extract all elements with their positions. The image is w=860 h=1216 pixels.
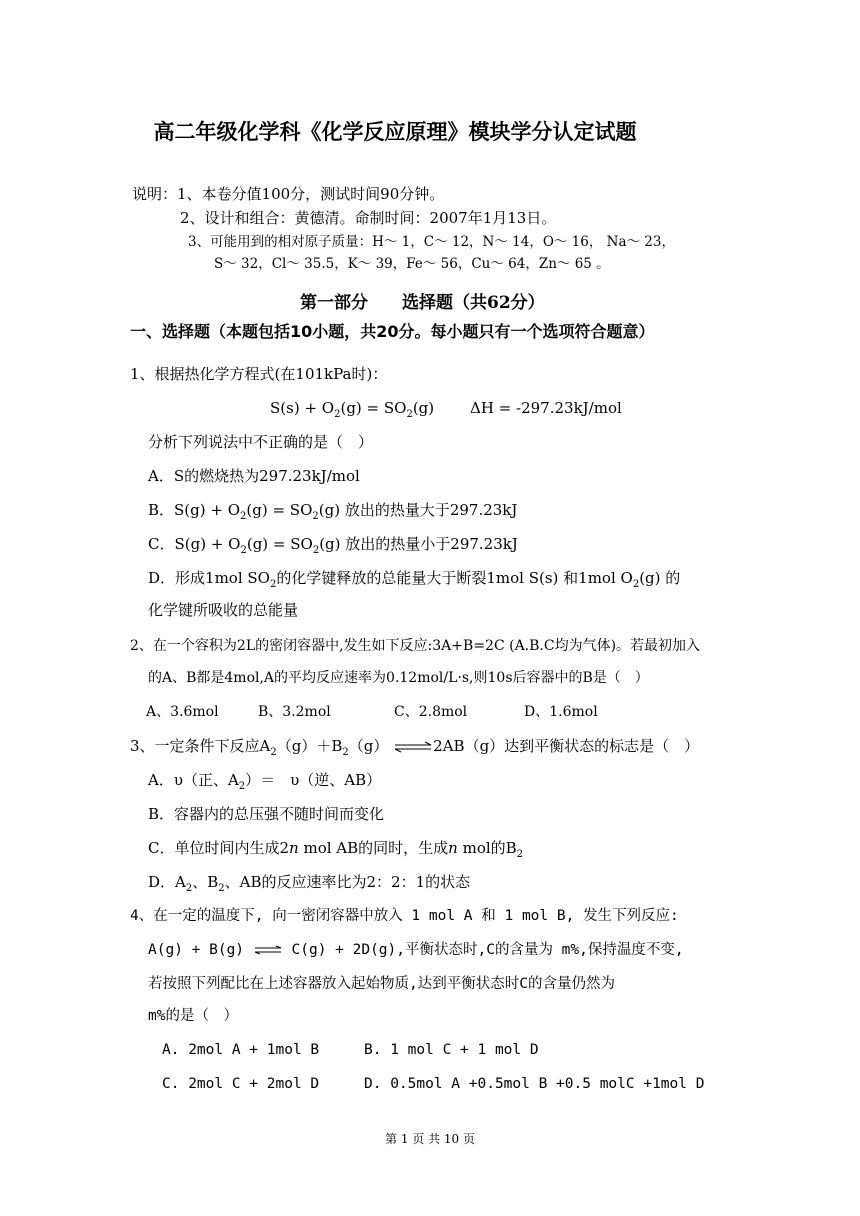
note-3b: S～ 32，Cl～ 35.5，K～ 39，Fe～ 56，Cu～ 64，Zn～ 65 。 — [214, 256, 610, 272]
q4-line1: 4、在一定的温度下, 向一密闭容器中放入 1 mol A 和 1 mol B, 发生下列反应: — [130, 908, 679, 924]
q3-option-b: B．容器内的总压强不随时间而变化 — [148, 805, 385, 823]
equilibrium-arrow-icon — [393, 741, 433, 753]
note-1: 说明：1、本卷分值100分，测试时间90分钟。 — [132, 185, 445, 203]
q1-option-b: B．$S(g) + O_2(g) = SO_2(g)$ 放出的热量大于297.23kJ — [148, 501, 518, 522]
q1-equation: $S(s) + O_2(g) = SO_2(g)$ — [270, 399, 435, 420]
q3-stem: 3、一定条件下反应$A_2(g)+B_2(g)$ 2AB（g）达到平衡状态的标志是（ ） — [130, 737, 700, 758]
q1-ask: 分析下列说法中不正确的是（ ） — [148, 433, 374, 451]
note-3a: 3、可能用到的相对原子质量：H～ 1，C～ 12，N～ 14，O～ 16， Na～ 23， — [188, 234, 675, 250]
q2-option-a: A、3.6mol — [146, 704, 219, 720]
equilibrium-arrow-icon — [253, 945, 283, 955]
q1-option-d: D．形成1mol $SO_2$的化学键释放的总能量大于断裂1mol S(s) 和1mol $O_2(g)$ 的 — [148, 569, 681, 590]
note-2: 2、设计和组合：黄德清。命制时间：2007年1月13日。 — [180, 209, 557, 227]
q3-option-a: A．υ（正、$A_2)=$ υ（逆、AB） — [148, 771, 382, 792]
page-footer: 第 1 页 共 10 页 — [385, 1132, 475, 1146]
q1-option-d-cont: 化学键所吸收的总能量 — [148, 601, 299, 619]
q4-line2: A(g) + B(g) C(g) + 2D(g),平衡状态时,C的含量为 m%,保持温度不变, — [148, 942, 684, 958]
q2-option-b: B、3.2mol — [258, 704, 331, 720]
q4-line4: m%的是（ ） — [148, 1008, 238, 1024]
q2-option-d: D、1.6mol — [524, 704, 598, 720]
q4-option-a: A. 2mol A + 1mol B — [162, 1042, 320, 1058]
q1-option-a: A．S的燃烧热为297.23kJ/mol — [148, 467, 360, 485]
q4-option-b: B. 1 mol C + 1 mol D — [364, 1042, 539, 1058]
q2-line1: 2、在一个容积为2L的密闭容器中,发生如下反应:3A+B=2C (A.B.C均为气体)。若最初加入 — [130, 638, 701, 654]
q3-option-d: D．$A_2$、$B_2$、AB的反应速率比为2：2：1的状态 — [148, 873, 471, 894]
q1-stem: 1、根据热化学方程式(在101kPa时)： — [130, 365, 388, 383]
section-title: 一、选择题（本题包括10小题，共20分。每小题只有一个选项符合题意） — [130, 322, 655, 341]
q1-enthalpy: ΔH = -297.23kJ/mol — [470, 399, 622, 417]
q4-option-c: C. 2mol C + 2mol D — [162, 1076, 320, 1092]
part-title: 第一部分 选择题（共62分） — [300, 293, 545, 313]
q4-option-d: D. 0.5mol A +0.5mol B +0.5 molC +1mol D — [364, 1076, 705, 1092]
q1-option-c: C．$S(g) + O_2(g) = SO_2(g)$ 放出的热量小于297.23kJ — [148, 535, 518, 556]
page-title: 高二年级化学科《化学反应原理》模块学分认定试题 — [153, 119, 637, 144]
q2-option-c: C、2.8mol — [394, 704, 468, 720]
q4-line3: 若按照下列配比在上述容器放入起始物质,达到平衡状态时C的含量仍然为 — [148, 976, 615, 992]
q2-line2: 的A、B都是4mol,A的平均反应速率为0.12mol/L·s,则10s后容器中的B是（ ） — [148, 670, 649, 686]
q3-option-c: C．单位时间内生成2n mol AB的同时，生成n mol的$B_2$ — [148, 839, 524, 860]
